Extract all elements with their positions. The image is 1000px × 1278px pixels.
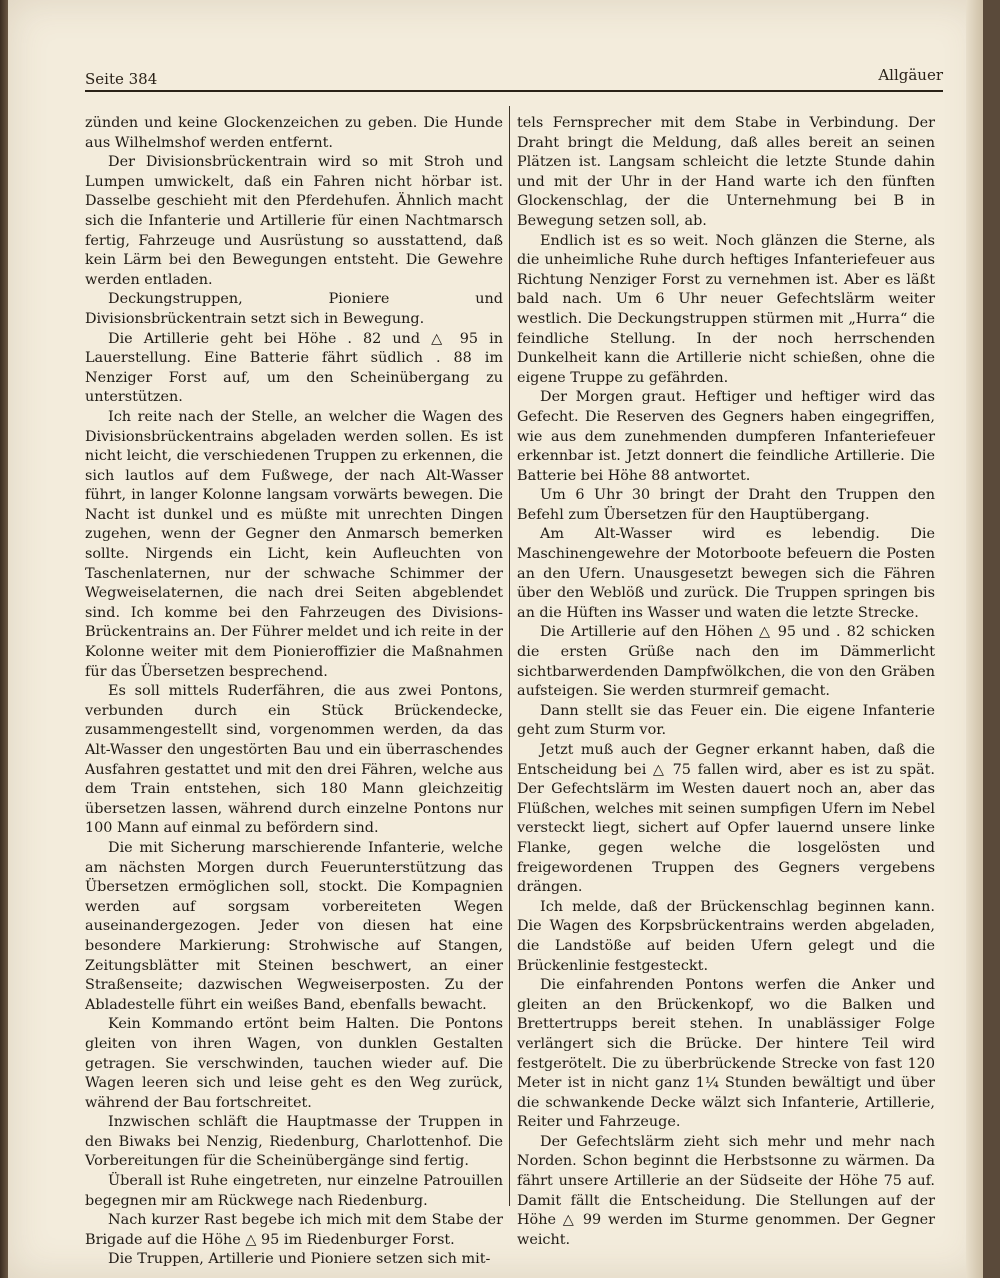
paragraph: Der Gefechtslärm zieht sich mehr und mehr nach Norden. Schon beginnt die Herbstsonne zu wärmen. Da fährt unsere Artillerie an der Südseite der Höhe 75 auf. Damit fällt die Entscheidung. Die Stellungen auf der Höhe △ 99 werden im Sturme genommen. Der Gegner weicht. — [517, 1133, 935, 1248]
paragraph: Um 6 Uhr 30 bringt der Draht den Truppen den Befehl zum Übersetzen für den Hauptübergang. — [517, 487, 935, 523]
paragraph: Die Truppen, Artillerie und Pioniere setzen sich mit- — [108, 1251, 491, 1268]
paragraph: Die Artillerie geht bei Höhe . 82 und △ 95 in Lauerstellung. Eine Batterie fährt südlich . 88 im Nenziger Forst auf, um den Scheinübergang zu unterstützen. — [85, 330, 503, 406]
paragraph: Die einfahrenden Pontons werfen die Anker und gleiten an den Brückenkopf, wo die Balken und Brettertrupps bereit stehen. In unablässiger Folge verlängert sich die Brücke. Der hintere Teil wird festgerötelt. Die zu überbrückende Strecke von fast 120 Meter ist in nicht ganz 1¼ Stunden bewältigt und über die schwankende Decke wälzt sich Infanterie, Artillerie, Reiter und Fahrzeuge. — [517, 977, 935, 1131]
column-divider — [509, 106, 510, 1206]
page-number: Seite 384 — [85, 70, 158, 88]
paragraph: Kein Kommando ertönt beim Halten. Die Pontons gleiten von ihren Wagen, von dunklen Gestalten getragen. Sie verschwinden, tauchen wieder auf. Die Wagen leeren sich und leise geht es den Weg zurück, während der Bau fortschreitet. — [85, 1016, 503, 1111]
paragraph: Der Morgen graut. Heftiger und heftiger wird das Gefecht. Die Reserven des Gegners haben eingegriffen, wie aus dem zunehmenden dumpferen Infanteriefeuer erkennbar ist. Jetzt donnert die feindliche Artillerie. Die Batterie bei Höhe 88 antwortet. — [517, 389, 935, 484]
paragraph: Ich melde, daß der Brückenschlag beginnen kann. Die Wagen des Korpsbrückentrains werden abgeladen, die Landstöße auf beiden Ufern gelegt und die Brückenlinie festgesteckt. — [517, 898, 935, 974]
paragraph: Nach kurzer Rast begebe ich mich mit dem Stabe der Brigade auf die Höhe △ 95 im Riedenburger Forst. — [85, 1212, 503, 1248]
paragraph: Endlich ist es so weit. Noch glänzen die Sterne, als die unheimliche Ruhe durch heftiges Infanteriefeuer aus Richtung Nenziger Forst zu vernehmen ist. Aber es läßt bald nach. Um 6 Uhr neuer Gefechtslärm weiter westlich. Die Deckungstruppen stürmen mit „Hurra“ die feindliche Stellung. In der noch herrschenden Dunkelheit kann die Artillerie nicht schießen, ohne die eigene Truppe zu gefährden. — [517, 232, 935, 386]
paragraph: Die mit Sicherung marschierende Infanterie, welche am nächsten Morgen durch Feuerunterstützung das Übersetzen ermöglichen soll, stockt. Die Kompagnien werden auf sorgsam vorbereiteten Wegen auseinandergezogen. Jeder von diesen hat eine besondere Markierung: Strohwische auf Stangen, Zeitungsblätter mit Steinen beschwert, an einer Straßenseite; dazwischen Wegweiserposten. Zu der Abladestelle führt ein weißes Band, ebenfalls bewacht. — [85, 839, 503, 1013]
paragraph: Deckungstruppen, Pioniere und Divisionsbrückentrain setzt sich in Bewegung. — [85, 291, 503, 327]
paragraph: zünden und keine Glockenzeichen zu geben. Die Hunde aus Wilhelmshof werden entfernt. — [85, 115, 503, 151]
running-title: Allgäuer — [878, 66, 943, 84]
paragraph: Es soll mittels Ruderfähren, die aus zwei Pontons, verbunden durch ein Stück Brückendecke, zusammengestellt sind, vorgenommen werden, da das Alt-Wasser den ungestörten Bau und ein überraschendes Ausfahren gestattet und mit den drei Fähren, welche aus dem Train entstehen, sich 180 Mann gleichzeitig übersetzen lassen, während durch einzelne Pontons nur 100 Mann auf einmal zu befördern sind. — [85, 683, 503, 837]
running-header — [85, 64, 943, 90]
paragraph: Dann stellt sie das Feuer ein. Die eigene Infanterie geht zum Sturm vor. — [517, 702, 935, 739]
paragraph: Jetzt muß auch der Gegner erkannt haben, daß die Entscheidung bei △ 75 fallen wird, aber es ist zu spät. Der Gefechtslärm im Westen dauert noch an, aber das Flüßchen, welches mit seinen sumpfigen Ufern im Nebel versteckt liegt, sichert auf Opfer lauernd unsere linke Flanke, gegen welche die losgelösten und freigewordenen Truppen des Gegners vergebens drängen. — [517, 742, 935, 896]
right-column — [517, 114, 935, 1250]
paragraph: Überall ist Ruhe eingetreten, nur einzelne Patrouillen begegnen mir am Rückwege nach Riedenburg. — [85, 1173, 503, 1209]
paragraph: Der Divisionsbrückentrain wird so mit Stroh und Lumpen umwickelt, daß ein Fahren nicht hörbar ist. Dasselbe geschieht mit den Pferdehufen. Ähnlich macht sich die Infanterie und Artillerie für einen Nachtmarsch fertig, Fahrzeuge und Ausrüstung so ausstattend, daß kein Lärm bei den Bewegungen entsteht. Die Gewehre werden entladen. — [85, 154, 503, 288]
paragraph: Inzwischen schläft die Hauptmasse der Truppen in den Biwaks bei Nenzig, Riedenburg, Charlottenhof. Die Vorbereitungen für die Scheinübergänge sind fertig. — [85, 1114, 503, 1170]
header-rule — [85, 90, 943, 92]
paragraph: Ich reite nach der Stelle, an welcher die Wagen des Divisionsbrückentrains abgeladen werden sollen. Es ist nicht leicht, die verschiedenen Truppen zu erkennen, die sich lautlos auf dem Fußwege, der nach Alt-Wasser führt, in langer Kolonne langsam vorwärts bewegen. Die Nacht ist dunkel und es müßte mit unrechten Dingen zugehen, wenn der Gegner den Anmarsch bemerken sollte. Nirgends ein Licht, kein Aufleuchten von Taschenlaternen, nur der schwache Schimmer der Wegweiselaternen, die nach drei Seiten abgeblendet sind. Ich komme bei den Fahrzeugen des Divisions-Brückentrains an. Der Führer meldet und ich reite in der Kolonne weiter mit dem Pionieroffizier die Maßnahmen für das Übersetzen besprechend. — [85, 408, 503, 680]
paragraph: Die Artillerie auf den Höhen △ 95 und . 82 schicken die ersten Grüße nach den im Dämmerlicht sichtbarwerdenden Dampfwölkchen, die von den Gräben aufsteigen. Sie werden sturmreif gemacht. — [517, 624, 935, 700]
left-column — [85, 114, 503, 1270]
paragraph: tels Fernsprecher mit dem Stabe in Verbindung. Der Draht bringt die Meldung, daß alles bereit an seinen Plätzen ist. Langsam schleicht die letzte Stunde dahin und mit der Uhr in der Hand warte ich den fünften Glockenschlag, der die Unternehmung bei B in Bewegung setzen soll, ab. — [517, 115, 935, 229]
page-edge — [966, 0, 983, 1278]
paragraph: Am Alt-Wasser wird es lebendig. Die Maschinengewehre der Motorboote befeuern die Posten an den Ufern. Unausgesetzt bewegen sich die Fähren über den Weblöß und zurück. Die Truppen springen bis an die Hüften ins Wasser und waten die letzte Strecke. — [517, 526, 935, 621]
book-binding — [0, 0, 8, 1278]
